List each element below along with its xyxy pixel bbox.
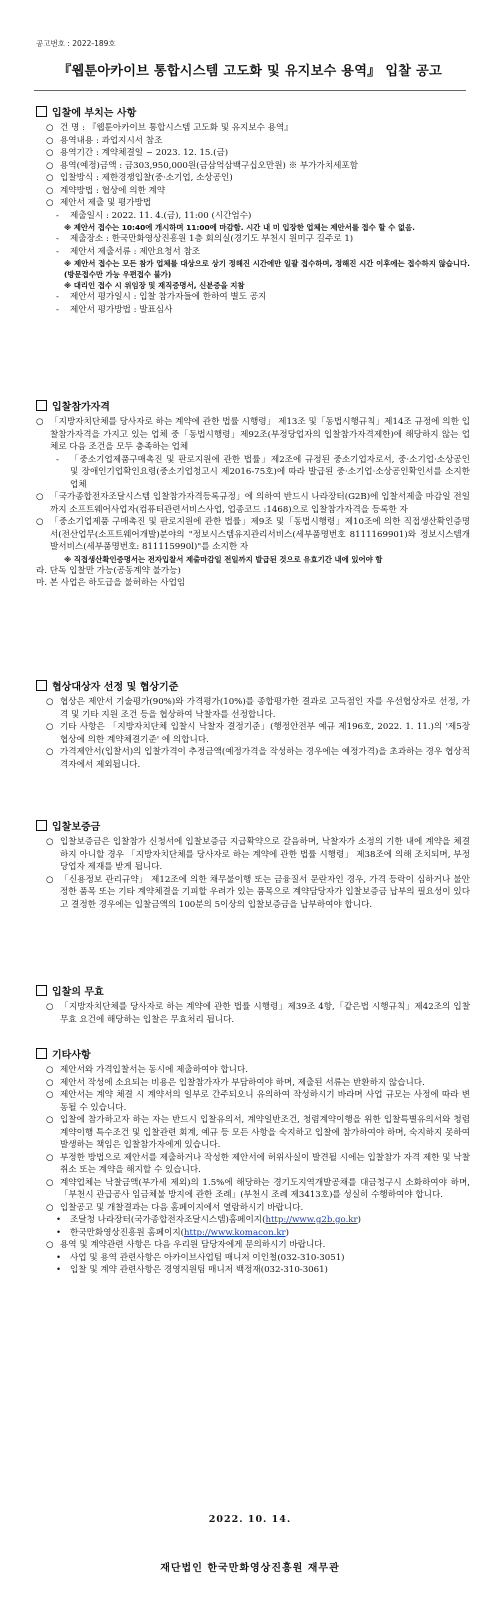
list-item: ○ 입찰보증금은 입찰참가 신청서에 입찰보증금 지급확약으로 갈음하며, 낙찰자가 소정의 기한 내에 계약을 체결하지 아니할 경우 「지방자치단체를 당사자로 하는 계약에 관한 법률 시행령」 제38조에 의해 조치되며, 부정당업자 제재를 받게 됩니다. [46, 837, 470, 872]
note-text: ※ 제안서 접수는 모든 참가 업체를 대상으로 상기 정해진 시간에만 일괄 접수하며, 정해진 시간 이후에는 접수하지 않습니다. (방문접수만 가능 우편접수 불가) [64, 259, 470, 279]
section-bid-deposit [36, 820, 470, 911]
list-item: ○ 제안서 작성에 소요되는 비용은 입찰참가자가 부담하여야 하며, 제출된 서류는 반환하지 않습니다. [46, 1077, 425, 1088]
title-divider [34, 90, 466, 91]
sub-item: - 「중소기업제품구매촉진 및 판로지원에 관한 법률」제2조에 규정된 중소기업자로서, 중·소기업·소상공인 및 장애인기업확인요령(중소기업청고시 제2016-75호)에 따라 발급된 중·소기업·소상공인확인서를 소지한 업체 [56, 454, 470, 490]
komacon-link[interactable]: http://www.komacon.kr [184, 1227, 286, 1238]
list-item: ○ 계약방법 : 협상에 의한 계약 [46, 185, 166, 196]
checkbox-square-icon [36, 1048, 47, 1059]
list-item: ○ 제안서는 계약 체결 시 계약서의 일부로 간주되오니 유의하여 작성하시기 바라며 사업 규모는 사정에 따라 변동될 수 있습니다. [46, 1090, 470, 1113]
checkbox-square-icon [36, 680, 47, 691]
list-item: ○ 제안서 제출 및 평가방법 [46, 198, 152, 208]
announcement-date: 2022. 10. 14. [208, 1514, 292, 1525]
list-item: ○ 용역기간 : 계약체결일 ~ 2023. 12. 15.(금) [46, 148, 229, 158]
list-item: ○ 입찰공고 및 개찰결과는 다음 홈페이지에서 열람하시기 바랍니다. [46, 1202, 304, 1213]
list-item: ○ 「중소기업제품 구매촉진 및 판로지원에 관한 법률」제9조 및「동법시행령」제10조에 의한 직접생산확인증명서(전산업무(소프트웨어개발)분야의 "정보시스템유지관리서비스(세부품명번호 8111169901)와 정보시스템개발서비스(세부품명번호: 811115990l)"를 소지한 자 [36, 517, 470, 552]
list-item: ○ 건 명 : 『웹툰아카이브 통합시스템 고도화 및 유지보수 용역』 [46, 123, 293, 133]
bullet-item: • 입찰 및 계약 관련사항은 경영지원팀 매니저 백정재(032-310-3061) [56, 1265, 328, 1275]
section-heading: 입찰보증금 [36, 820, 470, 836]
sub-item: - 제안서 평가일시 : 입찰 참가자들에 한하여 별도 공지 [56, 292, 267, 302]
list-item: ○ 협상은 제안서 기술평가(90%)와 가격평가(10%)를 종합평가한 결과로 고득점인 자를 우선협상자로 선정, 가격 및 기타 지원 조건 등을 협상하여 낙찰자를 선정합니다. [46, 697, 470, 720]
section-other [36, 1048, 470, 1277]
checkbox-square-icon [36, 820, 47, 831]
bullet-item: • 사업 및 용역 관련사항은 아카이브사업팀 매니저 이인철(032-310-3051) [56, 1252, 345, 1263]
checkbox-square-icon [36, 985, 47, 996]
list-item: ○ 「국가종합전자조달시스템 입찰참가자격등록규정」에 의하여 반드시 나라장터(G2B)에 입찰서제출 마감일 전일까지 소프트웨어사업자(컴퓨터관련서비스사업, 업종코드 :1468)으로 입찰참가자격을 등록한 자 [36, 492, 470, 515]
notice-number: 공고번호 : 2022-189호 [36, 39, 116, 48]
list-item: ○ 「신용정보 관리규약」 제12조에 의한 채무불이행 또는 금융질서 문란자인 경우, 가격 등락이 심하거나 불안정한 품목 또는 기타 계약체결을 기피할 우려가 있는 품목으로 계약담당자가 입찰보증금 납부의 필요성이 있다고 결정한 경우에는 입찰금액의 100분의 5이상의 입찰보증금을 납부하여야 합니다. [46, 874, 470, 910]
sub-item: - 제출장소 : 한국만화영상진흥원 1층 회의실(경기도 부천시 원미구 길주로 1) [56, 234, 354, 244]
list-item: ○ 「지방자치단체를 당사자로 하는 계약에 관한 법률 시행령」제39조 4항,「같은법 시행규칙」제42조의 입찰무효 요건에 해당하는 입찰은 무효처리 됩니다. [46, 1002, 470, 1025]
section-bid-invalid [36, 985, 470, 1026]
list-item: 마. 본 사업은 하도급을 불허하는 사업임 [36, 578, 186, 588]
sub-item: - 제출일시 : 2022. 11. 4.(금), 11:00 (시간엄수) [56, 210, 252, 221]
section-bid-items [36, 106, 470, 316]
checkbox-square-icon [36, 106, 47, 117]
list-item: ○ 가격제안서(입찰서)의 입찰가격이 추정금액(예정가격을 작성하는 경우에는 예정가격)을 초과하는 경우 협상적격자에서 제외됩니다. [46, 747, 470, 770]
section-heading: 입찰의 무효 [36, 985, 470, 1001]
section-negotiation [36, 680, 470, 771]
list-item: ○ 제안서와 가격입찰서는 동시에 제출하여야 합니다. [46, 1065, 248, 1075]
list-item: ○ 계약업체는 낙찰금액(부가세 제외)의 1.5%에 해당하는 경기도지역개발공채를 대금청구시 소화하여야 하며, 「부천시 관급공사 임금체불 방지에 관한 조례」(부천시 조례 제3413호)를 성실히 수행하여야 합니다. [46, 1177, 470, 1200]
section-heading: 입찰에 부치는 사항 [36, 106, 470, 122]
sub-item: - 제안서 평가방법 : 발표심사 [56, 304, 173, 315]
section-heading: 기타사항 [36, 1048, 470, 1064]
list-item: ○ 입찰방식 : 제한경쟁입찰(중·소기업, 소상공인) [46, 173, 233, 183]
bullet-item: • 조달청 나라장터(국가종합전자조달시스템)홈페이지(http://www.g2b.go.kr) [56, 1215, 361, 1225]
g2b-link[interactable]: http://www.g2b.go.kr [265, 1215, 358, 1225]
list-item: ○ 입찰에 참가하고자 하는 자는 반드시 입찰유의서, 계약일반조건, 청렴계약이행을 위한 입찰특별유의서와 청렴계약이행 특수조건 및 입찰관련 회계, 예규 등 모든 사항을 숙지하고 입찰에 참가하여야 하며, 숙지하지 못하여 발생하는 책임은 입찰참가자에게 있습니다. [46, 1115, 470, 1150]
issuer-name: 재단법인 한국만화영상진흥원 재무관 [160, 1563, 340, 1574]
section-heading: 협상대상자 선정 및 협상기준 [36, 680, 470, 696]
note-text: ※ 제안서 접수는 10:40에 개시하며 11:00에 마감함. 시간 내 미 입장한 업체는 제안서를 접수 할 수 없음. [64, 223, 415, 232]
checkbox-square-icon [36, 400, 47, 411]
list-item: ○ 기타 사항은 「지방자치단체 입찰시 낙찰자 결정기준」(행정안전부 예규 제196호, 2022. 1. 11.)의 '제5장 협상에 의한 계약체결기준' 에 의합니다. [46, 722, 470, 745]
list-item: ○ 용역 및 계약관련 사항은 다음 우리원 담당자에게 문의하시기 바랍니다. [46, 1240, 326, 1250]
note-text: ※ 직접생산확인증명서는 전자입찰서 제출마감일 전일까지 발급된 것으로 유효기간 내에 있어야 함 [64, 554, 383, 564]
note-text: ※ 대리인 접수 시 위임장 및 재직증명서, 신분증을 지참 [64, 281, 245, 290]
sub-item: - 제안서 제출서류 : 제안요청서 참조 [56, 246, 201, 257]
list-item: ○ 부정한 방법으로 제안서를 제출하거나 작성한 제안서에 허위사실이 발견될 시에는 입찰참가 자격 제한 및 낙찰 취소 또는 계약을 해지할 수 있습니다. [46, 1152, 470, 1175]
list-item: ○ 용역내용 : 과업지시서 참조 [46, 135, 163, 146]
page-title: 『웹툰아카이브 통합시스템 고도화 및 유지보수 용역』 입찰 공고 [58, 64, 442, 79]
list-item: 라. 단독 입찰만 가능(공동계약 불가능) [36, 565, 181, 576]
section-heading: 입찰참가자격 [36, 400, 470, 416]
list-item: ○ 용역(예정)금액 : 금303,950,000원(금삼억삼백구십오만원) ※ 부가가치세포함 [46, 160, 359, 171]
bullet-item: • 한국만화영상진흥원 홈페이지(http://www.komacon.kr) [56, 1227, 290, 1238]
list-item: ○ 「지방자치단체를 당사자로 하는 계약에 관한 법률 시행령」 제13조 및「동법시행규칙」제14조 규정에 의한 입찰참가자격을 가지고 있는 업체 중「동법시행령」제92조(부정당업자의 입찰참가자격제한)에 해당하지 않는 업체로 다음 조건을 모두 충족하는 업체 [36, 417, 470, 452]
section-qualification [36, 400, 470, 590]
